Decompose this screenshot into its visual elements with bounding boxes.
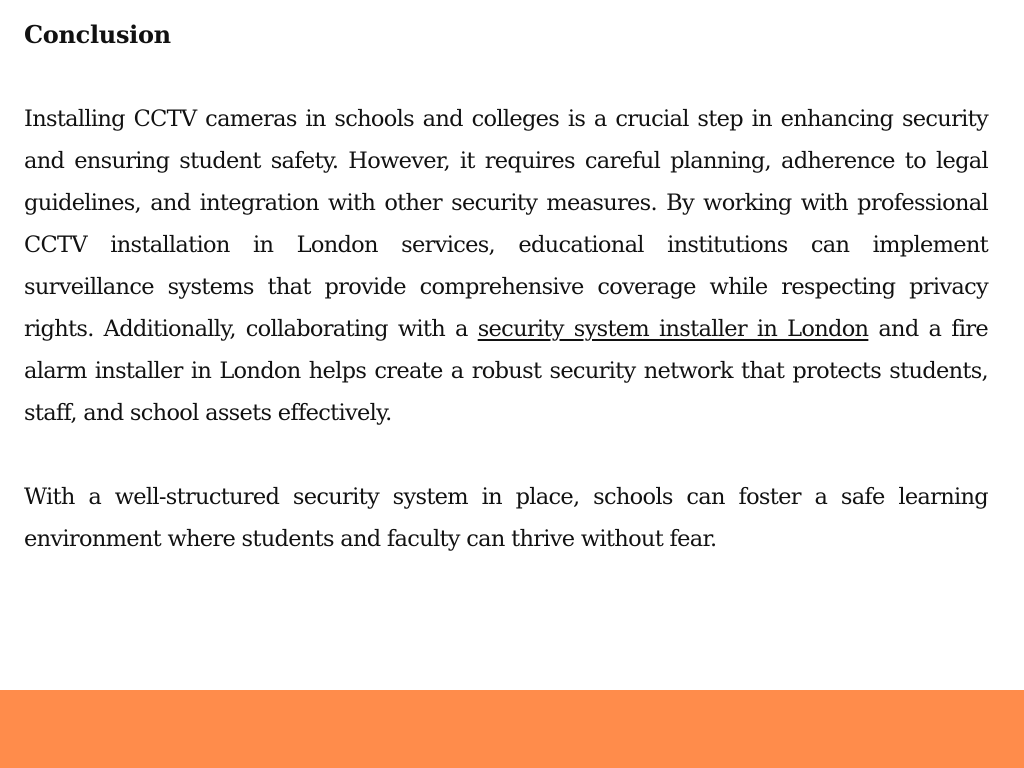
paragraph-text-before-link: Installing CCTV cameras in schools and colleges is a crucial step in enhancing security and ensuring student safety. However, it requires careful planning, adherence to legal guidelines, and integration with other security measures. By working with professional CCTV installation in London services, educational institutions can implement surveillance systems that provide comprehensive coverage while respecting privacy rights. Additionally, collaborating with a bbox=[24, 106, 988, 342]
paragraph-text-after-link: and a fire alarm installer in London helps create a robust security network that protects students, staff, and school assets effectively. bbox=[24, 316, 988, 426]
footer-accent-bar bbox=[0, 690, 1024, 768]
conclusion-paragraph bbox=[24, 98, 988, 434]
security-installer-link[interactable]: security system installer in London bbox=[477, 316, 869, 342]
closing-paragraph: With a well-structured security system in place, schools can foster a safe learning environment where students and faculty can thrive without fear. bbox=[24, 484, 988, 552]
document-body bbox=[24, 14, 988, 560]
section-heading: Conclusion bbox=[24, 20, 171, 49]
